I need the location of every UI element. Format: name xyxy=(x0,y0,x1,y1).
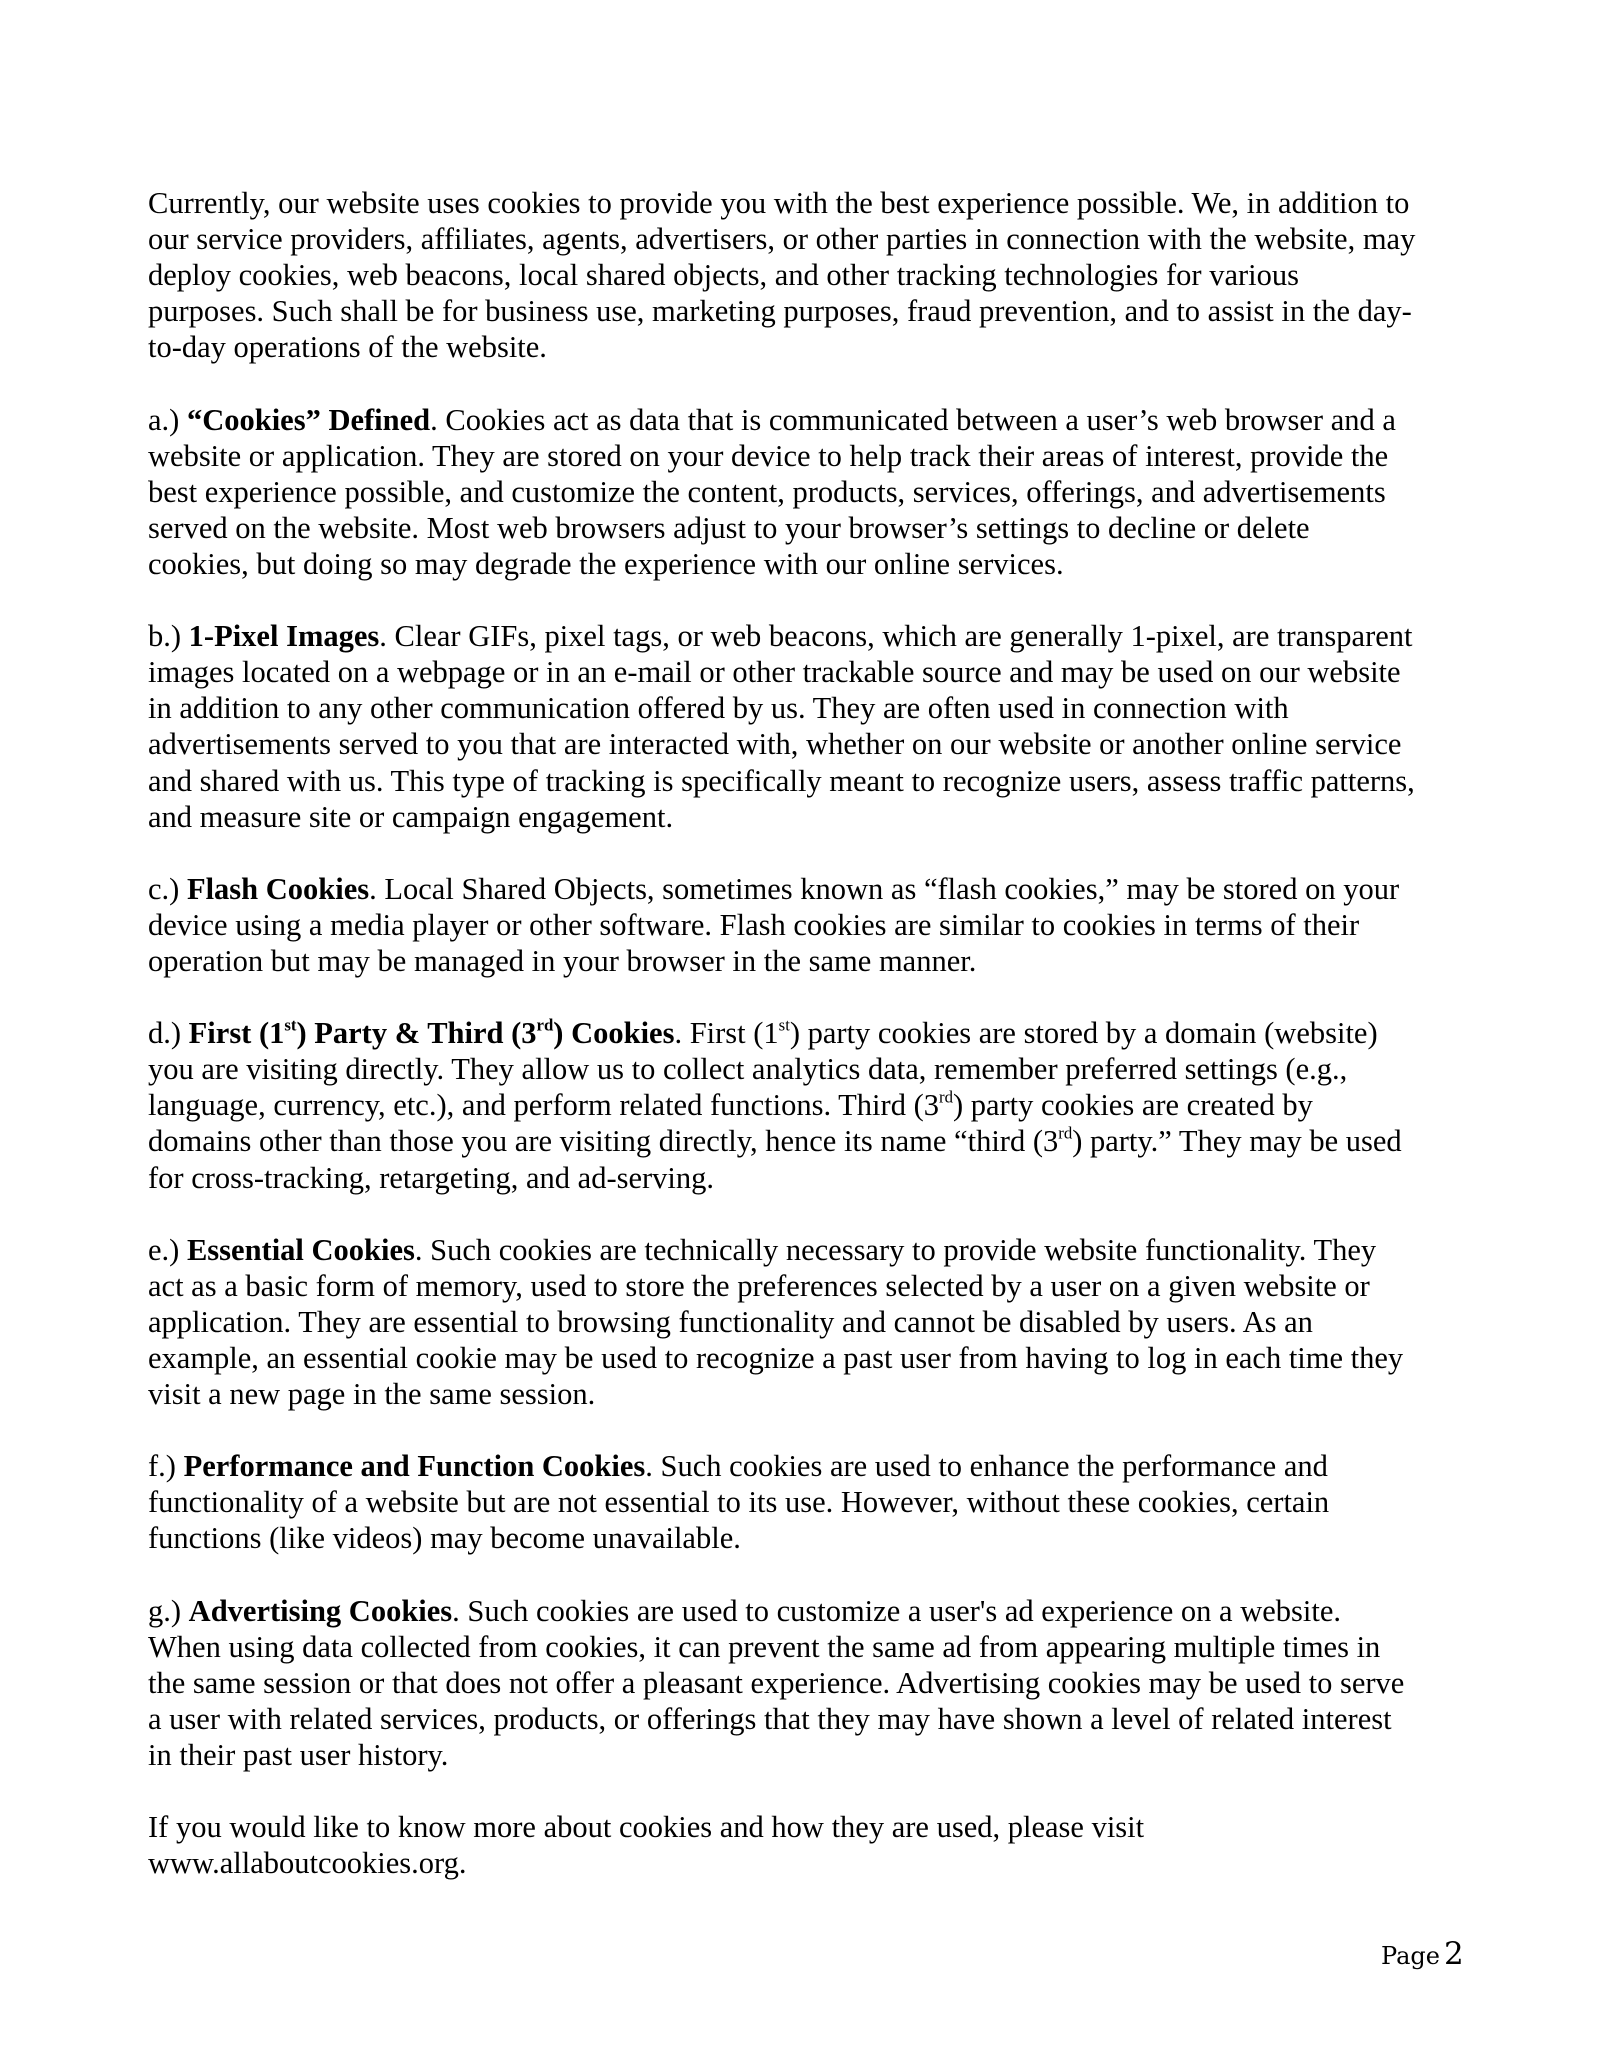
text-line xyxy=(148,763,1468,799)
paragraph-g-advertising-cookies xyxy=(148,1593,1468,1773)
text-line xyxy=(148,1448,1468,1484)
text-run: . First (1 xyxy=(674,1016,779,1051)
text-run: . Cookies act as data that is communicated between a user’s web browser and a xyxy=(430,402,1396,437)
superscript: st xyxy=(284,1015,297,1035)
text-line xyxy=(148,1701,1468,1737)
text-run: ) party cookies are created by xyxy=(952,1088,1313,1123)
paragraph-b-1-pixel-images xyxy=(148,618,1468,835)
superscript: rd xyxy=(536,1015,554,1035)
text-run: to-day operations of the website. xyxy=(148,330,547,365)
text-run: deploy cookies, web beacons, local shared objects, and other tracking technologies for various xyxy=(148,258,1300,293)
text-line xyxy=(148,474,1468,510)
text-run: a user with related services, products, or offerings that they may have shown a level of related interest xyxy=(148,1701,1392,1736)
text-run: functionality of a website but are not essential to its use. However, without these cookies, certain xyxy=(148,1485,1330,1520)
text-run: ) party.” They may be used xyxy=(1072,1124,1402,1159)
text-run: example, an essential cookie may be used to recognize a past user from having to log in each time they xyxy=(148,1341,1404,1375)
text-run: a.) xyxy=(148,402,187,437)
text-line xyxy=(148,1809,1468,1845)
text-line xyxy=(148,1015,1468,1051)
text-run: Currently, our website uses cookies to provide you with the best experience possible. We, in addition to xyxy=(148,186,1410,220)
text-line xyxy=(148,1160,1468,1196)
text-line xyxy=(148,1340,1468,1376)
text-run: and shared with us. This type of tracking is specifically meant to recognize users, assess traffic patterns, xyxy=(148,763,1415,798)
section-heading: “Cookies” Defined xyxy=(186,402,431,437)
text-run: device using a media player or other software. Flash cookies are similar to cookies in terms of their xyxy=(148,907,1360,942)
section-heading: First (1 xyxy=(188,1016,285,1051)
text-line xyxy=(148,1304,1468,1340)
text-run: e.) xyxy=(148,1232,187,1267)
text-line xyxy=(148,257,1468,293)
text-run: act as a basic form of memory, used to store the preferences selected by a user on a given website or xyxy=(148,1268,1370,1303)
paragraph-d-first-third-party-cookies xyxy=(148,1015,1468,1195)
text-line xyxy=(148,1123,1468,1159)
text-line xyxy=(148,1087,1468,1123)
text-line xyxy=(148,907,1468,943)
text-run: advertisements served to you that are interacted with, whether on our website or another online service xyxy=(148,727,1402,762)
text-run: best experience possible, and customize the content, products, services, offerings, and advertisements xyxy=(148,474,1386,509)
page-number xyxy=(1381,1936,1464,1972)
text-run: d.) xyxy=(148,1016,189,1051)
text-line xyxy=(148,943,1468,979)
text-run: operation but may be managed in your browser in the same manner. xyxy=(148,943,977,978)
text-line xyxy=(148,1484,1468,1520)
text-line xyxy=(148,618,1468,654)
text-run: and measure site or campaign engagement. xyxy=(148,799,674,834)
text-run: our service providers, affiliates, agents, advertisers, or other parties in connection with the website, may xyxy=(148,222,1416,257)
section-heading: 1-Pixel Images xyxy=(188,619,380,654)
section-heading: Performance and Function Cookies xyxy=(183,1449,646,1484)
text-run: www.allaboutcookies.org. xyxy=(148,1846,467,1881)
text-line xyxy=(148,1629,1468,1665)
text-run: you are visiting directly. They allow us to collect analytics data, remember preferred settings (e.g., xyxy=(148,1052,1348,1087)
text-line xyxy=(148,438,1468,474)
text-run: . Such cookies are technically necessary to provide website functionality. They xyxy=(414,1232,1377,1267)
text-run: b.) xyxy=(148,619,189,654)
section-heading: Advertising Cookies xyxy=(188,1593,453,1628)
text-run: ) party cookies are stored by a domain (website) xyxy=(789,1016,1378,1051)
text-line xyxy=(148,1593,1468,1629)
section-heading: Flash Cookies xyxy=(186,871,370,906)
paragraph-f-performance-function-cookies xyxy=(148,1448,1468,1556)
text-line xyxy=(148,871,1468,907)
text-run: c.) xyxy=(148,871,187,906)
text-line xyxy=(148,221,1468,257)
text-run: . Such cookies are used to enhance the performance and xyxy=(645,1449,1328,1484)
text-line xyxy=(148,402,1468,438)
text-line xyxy=(148,1376,1468,1412)
section-heading: ) Cookies xyxy=(553,1016,675,1051)
text-run: . Clear GIFs, pixel tags, or web beacons, which are generally 1-pixel, are transparent xyxy=(379,619,1413,654)
text-run: purposes. Such shall be for business use, marketing purposes, fraud prevention, and to assist in the day- xyxy=(148,294,1412,329)
text-line xyxy=(148,1268,1468,1304)
text-run: f.) xyxy=(148,1449,184,1484)
text-line xyxy=(148,654,1468,690)
text-run: served on the website. Most web browsers adjust to your browser’s settings to decline or delete xyxy=(148,510,1310,545)
page-number-value: 2 xyxy=(1443,1936,1464,1972)
text-run: visit a new page in the same session. xyxy=(148,1377,596,1412)
text-line xyxy=(148,185,1468,221)
text-line xyxy=(148,1737,1468,1773)
superscript: rd xyxy=(1058,1123,1073,1143)
text-line xyxy=(148,726,1468,762)
text-line xyxy=(148,1520,1468,1556)
text-run: application. They are essential to browsing functionality and cannot be disabled by users. As an xyxy=(148,1304,1313,1339)
text-run: If you would like to know more about cookies and how they are used, please visit xyxy=(148,1810,1145,1845)
text-line xyxy=(148,1665,1468,1701)
text-line xyxy=(148,510,1468,546)
text-run: When using data collected from cookies, it can prevent the same ad from appearing multiple times in xyxy=(148,1629,1381,1664)
text-run: . Local Shared Objects, sometimes known as “flash cookies,” may be stored on your xyxy=(369,871,1400,906)
text-run: in addition to any other communication offered by us. They are often used in connection with xyxy=(148,691,1289,726)
text-line xyxy=(148,1845,1468,1881)
text-line xyxy=(148,546,1468,582)
paragraph-more-info xyxy=(148,1809,1468,1881)
superscript: st xyxy=(778,1015,790,1035)
text-run: in their past user history. xyxy=(148,1738,449,1773)
text-run: for cross-tracking, retargeting, and ad-serving. xyxy=(148,1160,715,1195)
text-line xyxy=(148,690,1468,726)
text-run: g.) xyxy=(148,1593,189,1628)
superscript: rd xyxy=(938,1087,953,1107)
document-body xyxy=(148,185,1468,1918)
text-run: website or application. They are stored on your device to help track their areas of interest, provide the xyxy=(148,438,1389,473)
paragraph-intro xyxy=(148,185,1468,365)
text-line xyxy=(148,293,1468,329)
paragraph-a-cookies-defined xyxy=(148,402,1468,582)
text-run: . Such cookies are used to customize a user's ad experience on a website. xyxy=(452,1593,1342,1628)
page-number-label: Page xyxy=(1381,1942,1440,1970)
section-heading: ) Party & Third (3 xyxy=(296,1016,537,1051)
text-run: functions (like videos) may become unavailable. xyxy=(148,1521,741,1556)
paragraph-e-essential-cookies xyxy=(148,1232,1468,1412)
text-line xyxy=(148,799,1468,835)
text-run: images located on a webpage or in an e-mail or other trackable source and may be used on our website xyxy=(148,655,1401,690)
section-heading: Essential Cookies xyxy=(186,1232,415,1267)
paragraph-c-flash-cookies xyxy=(148,871,1468,979)
text-run: cookies, but doing so may degrade the experience with our online services. xyxy=(148,546,1064,581)
text-line xyxy=(148,1232,1468,1268)
text-line xyxy=(148,329,1468,365)
text-line xyxy=(148,1051,1468,1087)
text-run: domains other than those you are visiting directly, hence its name “third (3 xyxy=(148,1124,1059,1159)
text-run: language, currency, etc.), and perform related functions. Third (3 xyxy=(148,1088,939,1123)
text-run: the same session or that does not offer a pleasant experience. Advertising cookies may be used to serve xyxy=(148,1665,1405,1700)
